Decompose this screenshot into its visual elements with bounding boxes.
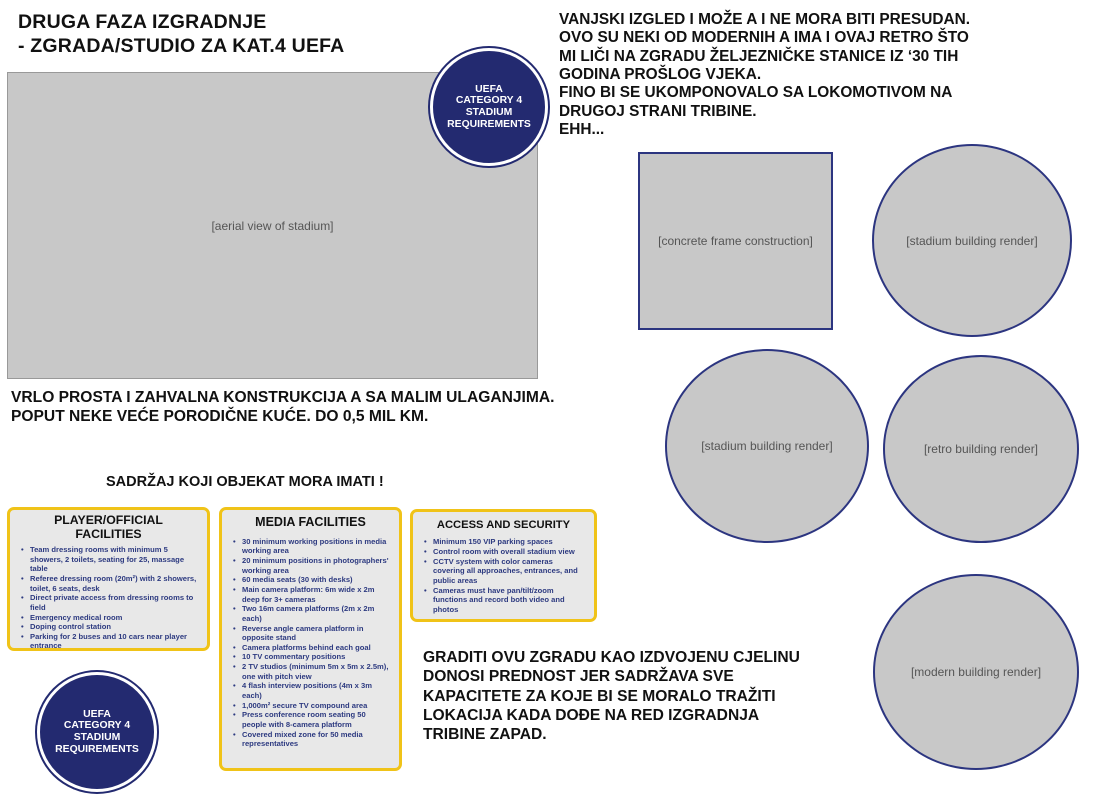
description-line-7: EHH... [559, 120, 605, 138]
badge-bottom-line-1: UEFA [83, 708, 111, 720]
description-line-6: DRUGOJ STRANI TRIBINE. [559, 102, 757, 120]
badge-top-line-4: REQUIREMENTS [447, 118, 531, 130]
list-item: • Doping control station [30, 622, 199, 632]
separate-building-text [423, 648, 800, 745]
player-card-title: PLAYER/OFFICIAL FACILITIES [54, 513, 163, 541]
content-heading: SADRŽAJ KOJI OBJEKAT MORA IMATI ! [106, 474, 384, 490]
render-circle-middle-right: [retro building render] [883, 355, 1079, 543]
description-text [559, 11, 970, 139]
list-item: • CCTV system with color cameras covering all approaches, entrances, and public areas [433, 557, 586, 586]
badge-bottom-line-2: CATEGORY 4 [63, 720, 131, 732]
render-circle-top-right: [stadium building render] [872, 144, 1072, 337]
access-security-list [421, 537, 586, 614]
list-item: • 4 flash interview positions (4m x 3m each) [242, 681, 391, 700]
list-item: • Control room with overall stadium view [433, 547, 586, 557]
separate-line-1: GRADITI OVU ZGRADU KAO IZDVOJENU CJELINU [423, 649, 800, 666]
list-item: • Referee dressing room (20m²) with 2 showers, toilet, 6 seats, desk [30, 574, 199, 593]
list-item: • Camera platforms behind each goal [242, 643, 391, 653]
title-line-2: - ZGRADA/STUDIO ZA KAT.4 UEFA [18, 35, 345, 58]
list-item: • Direct private access from dressing rooms to field [30, 593, 199, 612]
list-item: • Reverse angle camera platform in opposite stand [242, 624, 391, 643]
list-item: • Covered mixed zone for 50 media representatives [242, 730, 391, 749]
description-line-3: MI LIČI NA ZGRADU ŽELJEZNIČKE STANICE IZ ‘30 TIH [559, 47, 959, 65]
badge-bottom-line-3: STADIUM [73, 732, 121, 743]
media-card-title: MEDIA FACILITIES [255, 515, 366, 529]
list-item: • 2 TV studios (minimum 5m x 5m x 2.5m), one with pitch view [242, 662, 391, 681]
access-card-title: ACCESS AND SECURITY [436, 519, 571, 531]
list-item: • 30 minimum working positions in media working area [242, 537, 391, 556]
media-facilities-list [230, 537, 391, 749]
stadium-aerial-photo: [aerial view of stadium] [7, 72, 538, 379]
media-facilities-card [219, 507, 402, 771]
list-item: • Cameras must have pan/tilt/zoom functions and record both video and photos [433, 586, 586, 615]
description-line-2: OVO SU NEKI OD MODERNIH A IMA I OVAJ RETRO ŠTO [559, 29, 969, 47]
render-circle-middle-left: [stadium building render] [665, 349, 869, 543]
list-item: • Minimum 150 VIP parking spaces [433, 537, 586, 547]
separate-line-4: LOKACIJA KADA DOĐE NA RED IZGRADNJA [423, 706, 760, 724]
player-facilities-card [7, 507, 210, 651]
badge-top-line-2: CATEGORY 4 [455, 95, 523, 107]
list-item: • 20 minimum positions in photographers' working area [242, 556, 391, 575]
access-security-card [410, 509, 597, 622]
uefa-badge-top [430, 48, 548, 166]
badge-top-line-3: STADIUM [465, 107, 513, 118]
player-facilities-list [18, 545, 199, 651]
list-item: • Two 16m camera platforms (2m x 2m each) [242, 604, 391, 623]
list-item: • 60 media seats (30 with desks) [242, 575, 391, 585]
simple-line-2: POPUT NEKE VEĆE PORODIČNE KUĆE. DO 0,5 MIL KM. [11, 408, 429, 426]
page-title [18, 10, 344, 59]
list-item: • Press conference room seating 50 people with 8-camera platform [242, 710, 391, 729]
list-item: • 1,000m² secure TV compound area [242, 701, 391, 711]
separate-line-5: TRIBINE ZAPAD. [423, 726, 547, 744]
separate-line-2: DONOSI PREDNOST JER SADRŽAVA SVE [423, 668, 734, 686]
simple-construction-text [11, 388, 554, 426]
concrete-frame-photo: [concrete frame construction] [638, 152, 833, 330]
render-circle-bottom-right: [modern building render] [873, 574, 1079, 770]
title-line-1: DRUGA FAZA IZGRADNJE [18, 11, 267, 33]
list-item: • Main camera platform: 6m wide x 2m deep for 3+ cameras [242, 585, 391, 604]
list-item: • 10 TV commentary positions [242, 652, 391, 662]
separate-line-3: KAPACITETE ZA KOJE BI SE MORALO TRAŽITI [423, 687, 776, 705]
description-line-5: FINO BI SE UKOMPONOVALO SA LOKOMOTIVOM NA [559, 84, 953, 102]
badge-top-line-1: UEFA [475, 83, 503, 95]
list-item: • Parking for 2 buses and 10 cars near player entrance [30, 632, 199, 651]
description-line-1: VANJSKI IZGLED I MOŽE A I NE MORA BITI PRESUDAN. [559, 11, 971, 28]
description-line-4: GODINA PROŠLOG VJEKA. [559, 65, 762, 83]
list-item: • Team dressing rooms with minimum 5 showers, 2 toilets, seating for 25, massage table [30, 545, 199, 574]
badge-bottom-line-4: REQUIREMENTS [55, 743, 139, 755]
list-item: • Emergency medical room [30, 613, 199, 623]
simple-line-1: VRLO PROSTA I ZAHVALNA KONSTRUKCIJA A SA MALIM ULAGANJIMA. [11, 389, 555, 406]
uefa-badge-bottom [37, 672, 157, 792]
